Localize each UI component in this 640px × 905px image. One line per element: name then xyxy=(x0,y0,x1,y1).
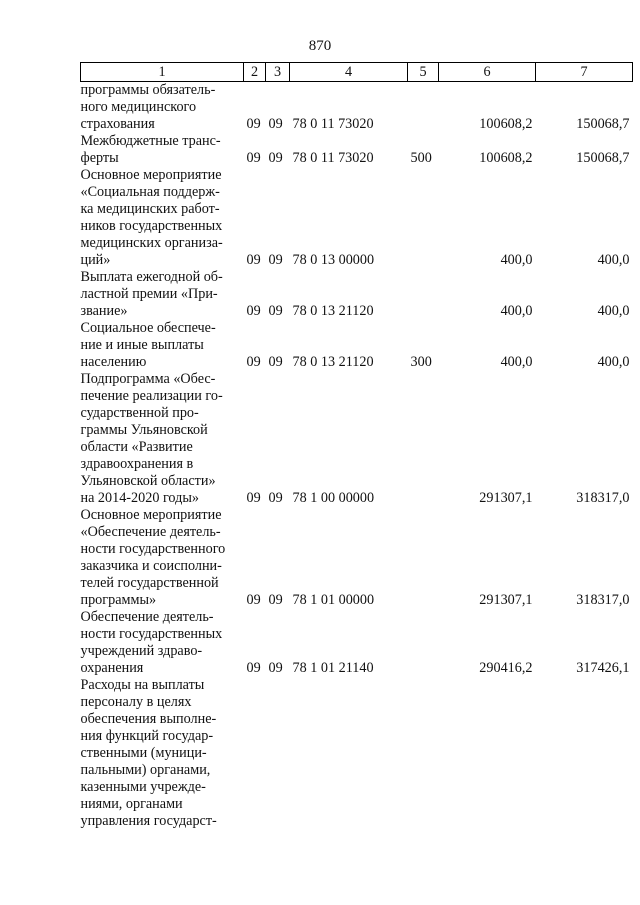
column-header: 3 xyxy=(266,63,290,82)
row-name-line: Социальное обеспече- xyxy=(80,320,216,336)
row-name-line: Основное мероприятие xyxy=(80,167,222,183)
row-name-line: персоналу в целях xyxy=(80,694,192,710)
table-row xyxy=(81,507,633,609)
row-name-cell xyxy=(81,320,244,371)
amount-year2-cell: 150068,7 xyxy=(576,116,630,132)
row-name-line: области «Развитие xyxy=(80,439,193,455)
row-name-line: охранения xyxy=(80,660,144,676)
section-code-cell: 09 xyxy=(246,354,261,370)
row-name-cell xyxy=(81,371,244,507)
subsection-code-cell: 09 xyxy=(268,354,283,370)
row-name-line: Ульяновской области» xyxy=(80,473,216,489)
row-name-line: Основное мероприятие xyxy=(80,507,222,523)
row-name-line: ферты xyxy=(80,150,119,166)
row-name-cell xyxy=(81,609,244,677)
column-header: 7 xyxy=(536,63,633,82)
row-name-line: обеспечения выполне- xyxy=(80,711,217,727)
column-header: 1 xyxy=(81,63,244,82)
subsection-code-cell: 09 xyxy=(268,116,283,132)
row-name-line: Расходы на выплаты xyxy=(80,677,205,693)
table-row xyxy=(81,320,633,371)
row-name-line: страхования xyxy=(80,116,155,132)
target-item-code-cell xyxy=(290,677,408,830)
amount-year2-cell: 400,0 xyxy=(597,303,630,319)
column-header: 6 xyxy=(439,63,536,82)
amount-year2-cell xyxy=(536,677,633,830)
row-name-line: Выплата ежегодной об- xyxy=(80,269,223,285)
table-row xyxy=(81,371,633,507)
expense-type-code-cell: 300 xyxy=(410,354,432,370)
expense-type-code-cell xyxy=(408,82,439,134)
table-row xyxy=(81,82,633,134)
expense-type-code-cell xyxy=(408,677,439,830)
row-name-line: ности государственных xyxy=(80,626,223,642)
row-name-line: медицинских организа- xyxy=(80,235,223,251)
row-name-line: ного медицинского xyxy=(80,99,197,115)
row-name-line: ций» xyxy=(80,252,111,268)
row-name-line: программы» xyxy=(80,592,157,608)
section-code-cell: 09 xyxy=(246,303,261,319)
row-name-line: сударственной про- xyxy=(80,405,199,421)
table-row xyxy=(81,677,633,830)
section-code-cell: 09 xyxy=(246,252,261,268)
amount-year2-cell: 317426,1 xyxy=(576,660,630,676)
row-name-line: «Социальная поддерж- xyxy=(80,184,220,200)
row-name-line: программы обязатель- xyxy=(80,82,216,98)
subsection-code-cell: 09 xyxy=(268,490,283,506)
row-name-line: управления государст- xyxy=(80,813,217,829)
amount-year2-cell: 400,0 xyxy=(597,252,630,268)
amount-year2-cell: 318317,0 xyxy=(576,592,630,608)
expense-type-code-cell xyxy=(408,507,439,609)
row-name-line: телей государственной xyxy=(80,575,219,591)
table-body xyxy=(81,82,633,831)
amount-year1-cell: 100608,2 xyxy=(479,116,533,132)
row-name-line: ластной премии «При- xyxy=(80,286,218,302)
row-name-line: учреждений здраво- xyxy=(80,643,203,659)
amount-year2-cell: 150068,7 xyxy=(576,150,630,166)
target-item-code-cell: 78 0 11 73020 xyxy=(292,116,374,132)
target-item-code-cell: 78 1 01 21140 xyxy=(292,660,374,676)
table-row xyxy=(81,269,633,320)
expense-type-code-cell xyxy=(408,269,439,320)
target-item-code-cell: 78 0 13 00000 xyxy=(292,252,375,268)
section-code-cell: 09 xyxy=(246,490,261,506)
row-name-line: Межбюджетные транс- xyxy=(80,133,221,149)
expense-type-code-cell xyxy=(408,167,439,269)
subsection-code-cell: 09 xyxy=(268,150,283,166)
column-header: 4 xyxy=(290,63,408,82)
row-name-line: ние и иные выплаты xyxy=(80,337,204,353)
row-name-cell xyxy=(81,82,244,134)
table-row xyxy=(81,609,633,677)
row-name-line: граммы Ульяновской xyxy=(80,422,208,438)
expense-type-code-cell xyxy=(408,609,439,677)
table-row xyxy=(81,133,633,167)
row-name-line: ственными (муници- xyxy=(80,745,207,761)
target-item-code-cell: 78 0 11 73020 xyxy=(292,150,374,166)
expense-type-code-cell: 500 xyxy=(410,150,432,166)
row-name-line: ка медицинских работ- xyxy=(80,201,220,217)
table-row xyxy=(81,167,633,269)
row-name-line: заказчика и соисполни- xyxy=(80,558,222,574)
subsection-code-cell: 09 xyxy=(268,303,283,319)
expense-type-code-cell xyxy=(408,371,439,507)
target-item-code-cell: 78 0 13 21120 xyxy=(292,303,374,319)
subsection-code-cell xyxy=(266,677,290,830)
subsection-code-cell: 09 xyxy=(268,252,283,268)
row-name-cell xyxy=(81,507,244,609)
row-name-cell xyxy=(81,133,244,167)
amount-year2-cell: 400,0 xyxy=(597,354,630,370)
amount-year1-cell: 290416,2 xyxy=(479,660,533,676)
section-code-cell: 09 xyxy=(246,116,261,132)
row-name-cell xyxy=(81,269,244,320)
amount-year2-cell: 318317,0 xyxy=(576,490,630,506)
amount-year1-cell xyxy=(439,677,536,830)
row-name-line: пальными) органами, xyxy=(80,762,211,778)
target-item-code-cell: 78 1 01 00000 xyxy=(292,592,375,608)
amount-year1-cell: 291307,1 xyxy=(479,592,533,608)
row-name-line: звание» xyxy=(80,303,128,319)
row-name-line: Обеспечение деятель- xyxy=(80,609,214,625)
row-name-line: ниями, органами xyxy=(80,796,183,812)
row-name-line: ния функций государ- xyxy=(80,728,214,744)
row-name-line: ников государственных xyxy=(80,218,223,234)
row-name-line: казенными учрежде- xyxy=(80,779,206,795)
amount-year1-cell: 400,0 xyxy=(500,354,533,370)
amount-year1-cell: 291307,1 xyxy=(479,490,533,506)
amount-year1-cell: 400,0 xyxy=(500,303,533,319)
section-code-cell xyxy=(244,677,266,830)
row-name-line: печение реализации го- xyxy=(80,388,223,404)
amount-year1-cell: 100608,2 xyxy=(479,150,533,166)
table-header-row xyxy=(81,63,633,82)
target-item-code-cell: 78 1 00 00000 xyxy=(292,490,375,506)
row-name-cell xyxy=(81,167,244,269)
column-header: 2 xyxy=(244,63,266,82)
column-header: 5 xyxy=(408,63,439,82)
row-name-line: здравоохранения в xyxy=(80,456,194,472)
page-number: 870 xyxy=(308,38,332,54)
subsection-code-cell: 09 xyxy=(268,592,283,608)
budget-table xyxy=(80,62,633,830)
row-name-line: населению xyxy=(80,354,147,370)
row-name-line: на 2014-2020 годы» xyxy=(80,490,199,506)
section-code-cell: 09 xyxy=(246,592,261,608)
section-code-cell: 09 xyxy=(246,150,261,166)
row-name-line: «Обеспечение деятель- xyxy=(80,524,221,540)
amount-year1-cell: 400,0 xyxy=(500,252,533,268)
subsection-code-cell: 09 xyxy=(268,660,283,676)
row-name-line: Подпрограмма «Обес- xyxy=(80,371,216,387)
row-name-cell xyxy=(81,677,244,830)
section-code-cell: 09 xyxy=(246,660,261,676)
row-name-line: ности государственного xyxy=(80,541,226,557)
target-item-code-cell: 78 0 13 21120 xyxy=(292,354,374,370)
